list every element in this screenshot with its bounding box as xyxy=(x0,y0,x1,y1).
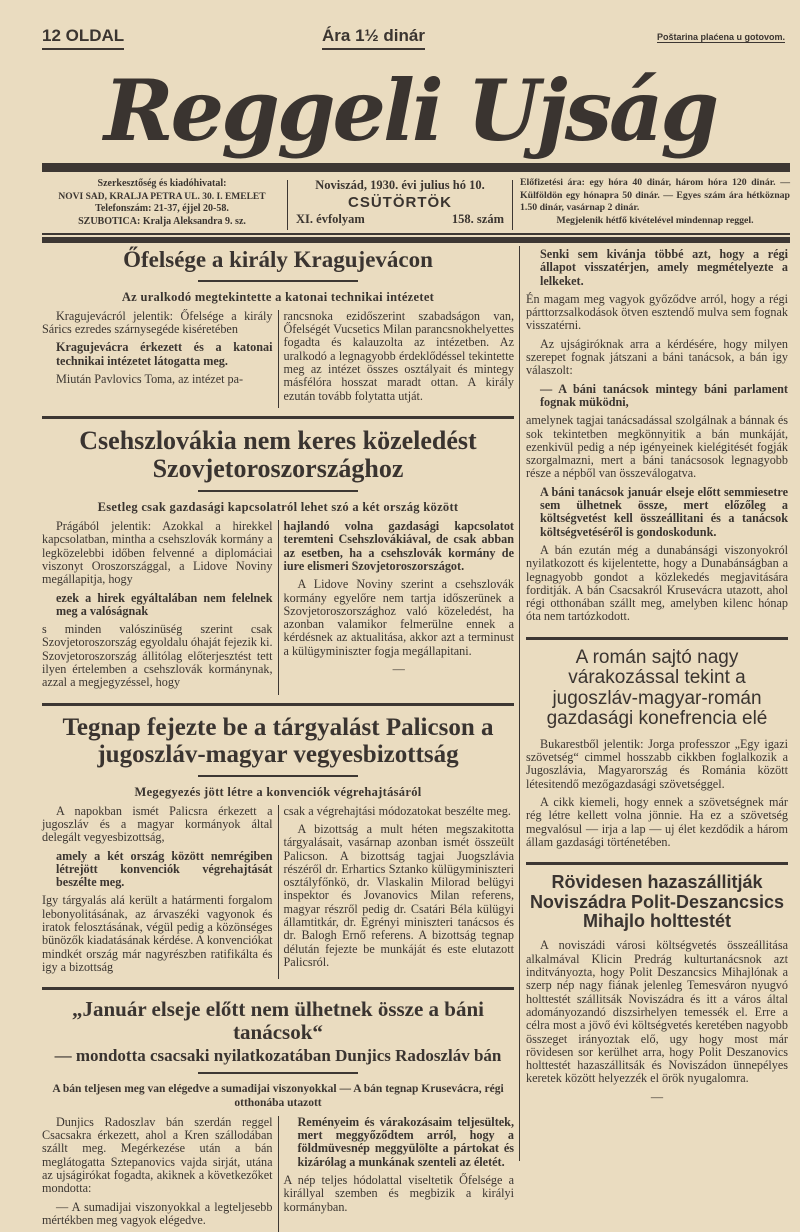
article-column xyxy=(279,310,515,408)
paragraph: csak a végrehajtási módozatokat beszélte meg. xyxy=(283,803,511,818)
subscription-price: Előfizetési ára: egy hóra 40 dinár, három hóra 120 dinár. — Külföldön egy hónapra 50 dinár. — Egyes szám ára hétköznap 1.50 dinár, vasárnap 2 dinár. xyxy=(520,177,790,213)
article-column xyxy=(526,738,788,849)
left-page-column xyxy=(42,248,514,1232)
article-title: Tegnap fejezte be a tárgyalást Palicson a jugoszláv-magyar vegyesbizottság xyxy=(62,713,494,768)
article-title: „Január elseje előtt nem ülhetnek össze a báni tanácsok“ xyxy=(71,997,484,1044)
article-title-continuation: — mondotta csacsaki nyilatkozatában Dunjics Radoszláv bán xyxy=(54,1045,502,1065)
paragraph: A Lidove Noviny szerint a csehszlovák kormány egyelőre nem tartja időszerünek a Szovjetoroszországhoz való közeledést, ha azonban valamikor felmerülne ennek a kérdésnek az aktualitása, akkor azt a terminust a külügyminiszter fogja megállapitani. xyxy=(283,577,514,658)
masthead-logo: Reggeli Ujság xyxy=(103,61,717,160)
paragraph: amelynek tagjai tanácsadással szolgálnak a bánnak és sok tekintetben megkönnyitik a bán munkáját, ezenkivül pedig a nép igényeinek kielégitését fogják szorgalmazni, mert a báni tanácsosok legnagyobb része a népből van összeválogatva. xyxy=(526,413,788,481)
publishing-note: Megjelenik hétfő kivételével mindennap reggel. xyxy=(556,214,754,226)
paragraph: Kragujevácra érkezett és a katonai technikai intézetet látogatta meg. xyxy=(56,340,273,368)
issue-date: Noviszád, 1930. évi julius hó 10. xyxy=(315,178,485,192)
paragraph: Prágából jelentik: Azokkal a hirekkel kapcsolatban, mintha a csehszlovák kormány a legközelebbi időben felvenné a diplomáciai viszonyt Oroszországgal, a Lidove Noviny megállapitja, hogy xyxy=(42,519,273,587)
office-info xyxy=(40,178,284,228)
paragraph: Igy tárgyalás alá került a határmenti forgalom lebonyolitásának, az árvaszéki vagyonok és iratok felosztásának, végül pedig a közönséges bünözők kiadatásának kérdése. A konvenciókat mindkét ország már nagyrészben ratifikálta és igy a bizottság xyxy=(42,893,273,974)
article-palics-commission xyxy=(42,714,514,980)
article-column xyxy=(279,805,515,980)
article-column xyxy=(42,310,279,408)
paragraph: s minden valószinüség szerint csak Szovjetoroszország egyoldalu óhaját fejezik ki. Szovjetoroszország állitólag előterjesztést tett ilyen értelemben a csehszlovák kormánynak, azzal a megjegyzéssel, hogy xyxy=(42,622,273,690)
subscription-info xyxy=(520,177,790,227)
paragraph: A bán ezután még a dunabánsági viszonyokról nyilatkozott és kijelentette, hogy a Dunabánságban a legnagyobb gondot a közlekedés megjavitására forditják. A bán Csacsakról Krusevácra utazott, ahol régi otthonában szállt meg, amelyben kilenc hónap óta nem tartózkodott. xyxy=(526,542,788,624)
paragraph: — A báni tanácsok mintegy báni parlament fognak müködni, xyxy=(540,381,788,409)
paragraph: Dunjics Radoszlav bán szerdán reggel Csacsakra érkezett, ahol a Kren szállodában szállt meg. Megérkezése után a bán meglátogatta Sztepanovics vajda sirját, utána az ujságirókat fogadta, akiknek a következőket mondotta: xyxy=(42,1114,273,1196)
article-column xyxy=(279,1116,515,1232)
article-column xyxy=(42,805,279,980)
article-title: Rövidesen hazaszállitják Noviszádra Polit-Deszancsics Mihajlo holttestét xyxy=(529,872,785,932)
issue-number: 158. szám xyxy=(451,212,504,226)
article-bani-tanacsok xyxy=(42,998,514,1232)
paragraph: Senki sem kivánja többé azt, hogy a régi állapot visszatérjen, amely megmételyezte a lelkeket. xyxy=(540,247,788,288)
weekday: CSÜTÖRTÖK xyxy=(348,194,452,211)
article-subtitle: A bán teljesen meg van elégedve a sumadijai viszonyokkal — A bán tegnap Krusevácra, régi otthonába utazott xyxy=(52,1082,504,1109)
paragraph: rancsnoka ezidőszerint szabadságon van, Őfelségét Vucsetics Milan parancsnokhelyettes fogadta és kalauzolta az intézetben. Az uralkodó a legnagyobb érdeklődéssel tekintette meg az intézet összes osztályait és mintegy másfélóra hosszat maradt ottan. A király ezután tovább folytatta utját. xyxy=(283,308,514,403)
article-column xyxy=(42,1116,279,1232)
article-title: A román sajtó nagy várakozással tekint a jugoszláv-magyar-román gazdasági konefrencia elé xyxy=(546,646,768,730)
paragraph: Az ujságiróknak arra a kérdésére, hogy milyen szerepet fognak játszani a báni tanácsok, a bán igy válaszolt: xyxy=(526,336,788,378)
paragraph: Reményeim és várakozásaim teljesültek, mert meggyőződtem arról, hogy a földmüvesnép meggyülölte a pártokat és kizárólag a munkának szenteli az életét. xyxy=(297,1114,514,1169)
article-czechoslovakia xyxy=(42,427,514,695)
paragraph: A napokban ismét Palicsra érkezett a jugoszláv és a magyar kormányok által delegált vegyesbizottság, xyxy=(42,803,273,845)
office-line: SZUBOTICA: Kralja Aleksandra 9. sz. xyxy=(78,215,246,227)
article-subtitle: Megegyezés jött létre a konvenciók végrehajtásáról xyxy=(134,784,422,799)
paragraph: — A sumadijai viszonyokkal a legteljesebb mértékben meg vagyok elégedve. xyxy=(42,1199,273,1227)
right-page-column xyxy=(526,248,788,1109)
paragraph: hajlandó volna gazdasági kapcsolatot teremteni Csehszlovákiával, de csak abban az esetben, ha a csehszlovák kormány de iure elismeri Szovjetoroszországot. xyxy=(283,519,514,573)
article-romanian-press xyxy=(526,648,788,854)
article-king-kragujevac xyxy=(42,248,514,408)
article-column xyxy=(279,520,515,695)
article-column xyxy=(42,520,279,695)
paragraph: A bizottság a mult héten megszakitotta tárgyalásait, vasárnap azonban ismét összeült Palicson. A bizottság tagjai Juogszlávia részéről dr. Erhartics Sztanko külügyminiszteri osztályfőnkö, dr. Vlaskalin Milorad belügyi inspektor és Jovanovics Milan referens, magyar részről pedig dr. Csatári Béla külügyi államtitkár, dr. Egrényi miniszteri tanácsos és dr. Balogh Ernő referens. A bizottság tegnap délután fejezte be munkáját és este elutazott Palicsról. xyxy=(283,821,514,969)
end-mark: — xyxy=(392,662,405,677)
postage-note: Poštarina plaćena u gotovom. xyxy=(656,32,785,42)
end-mark: — xyxy=(650,1089,664,1104)
office-line: NOVI SAD, KRALJA PETRA UL. 30. I. EMELET xyxy=(58,191,266,202)
page-number: 12 OLDAL xyxy=(42,26,124,50)
office-line: Telefonszám: 21-37, éjjel 20-58. xyxy=(95,203,229,214)
article-column xyxy=(526,939,788,1104)
paragraph: Bukarestből jelentik: Jorga professzor „Egy igazi szövetség“ cimmel hosszabb cikkben foglalkozik a Jugoszlávia, Magyarország és Románia között létesitendő mezőgazdasági szövetséggel. xyxy=(526,736,788,791)
price: Ára 1½ dinár xyxy=(322,26,425,50)
article-title: Csehszlovákia nem keres közeledést Szovjetoroszországhoz xyxy=(79,425,477,483)
paragraph: A noviszádi városi költségvetés összeállitása alkalmával Klicin Predrág kulturtanácsnok azt inditványozta, hogy Polit Deszancsics Mihajlónak a szerp nép nagy fiának jelenleg Temesváron nyugvó holttestét szállitsák Noviszádra és itt a város által adományozandó diszsirhelyen temessék el. Erre a célra most a jövő évi költségvetés keretében nagyobb összeget irányoztak elő, ugy hogy most már rövidesen sor kerülhet arra, hogy Polit Deszanovics holttestét hazaszállitsák és Noviszádon ünnepélyes keretek között helyezzék el örök nyugalomra. xyxy=(526,938,788,1086)
paragraph: ezek a hirek egyáltalában nem felelnek meg a valóságnak xyxy=(56,590,273,618)
paragraph: A báni tanácsok január elseje előtt semmiesetre sem ülhetnek össze, mert előzőleg a költségvetést kell összeállitani és a tanácsok költségvetéséről is gondoskodunk. xyxy=(540,484,788,539)
volume: XI. évfolyam xyxy=(296,212,365,226)
paragraph: Miután Pavlovics Toma, az intézet pa- xyxy=(56,372,244,387)
masthead-rule xyxy=(42,163,790,172)
paragraph: A cikk kiemeli, hogy ennek a szövetségnek már rég létre kellett volna jönnie. Ha ez a szövetség megvalósul — irja a lap — uj élet kezdődik a három állam gazdasági történetében. xyxy=(526,794,788,849)
paragraph: A nép teljes hódolattal viseltetik Őfelsége a királlyal szemben és megbizik a királyi kormányban. xyxy=(283,1173,514,1214)
paragraph: amely a két ország között nemrégiben létrejött konvenciók végrehajtását beszélte meg. xyxy=(56,848,273,890)
issue-info xyxy=(296,177,504,228)
article-subtitle: Az uralkodó megtekintette a katonai technikai intézetet xyxy=(121,289,435,304)
paragraph: Kragujevácról jelentik: Őfelsége a király Sárics ezredes szárnysegéde kiséretében xyxy=(42,308,273,337)
paragraph: Én magam meg vagyok győződve arról, hogy a régi párttorzsalkodások ötven esztendő mulva sem fognak visszatérni. xyxy=(526,291,788,333)
article-subtitle: Esetleg csak gazdasági kapcsolatról lehet szó a két ország között xyxy=(97,500,459,515)
article-polit-deszancsics xyxy=(526,873,788,1109)
article-column xyxy=(526,248,788,629)
office-line: Szerkesztőség és kiadóhivatal: xyxy=(97,178,227,189)
article-title: Őfelsége a király Kragujevácon xyxy=(123,247,433,272)
